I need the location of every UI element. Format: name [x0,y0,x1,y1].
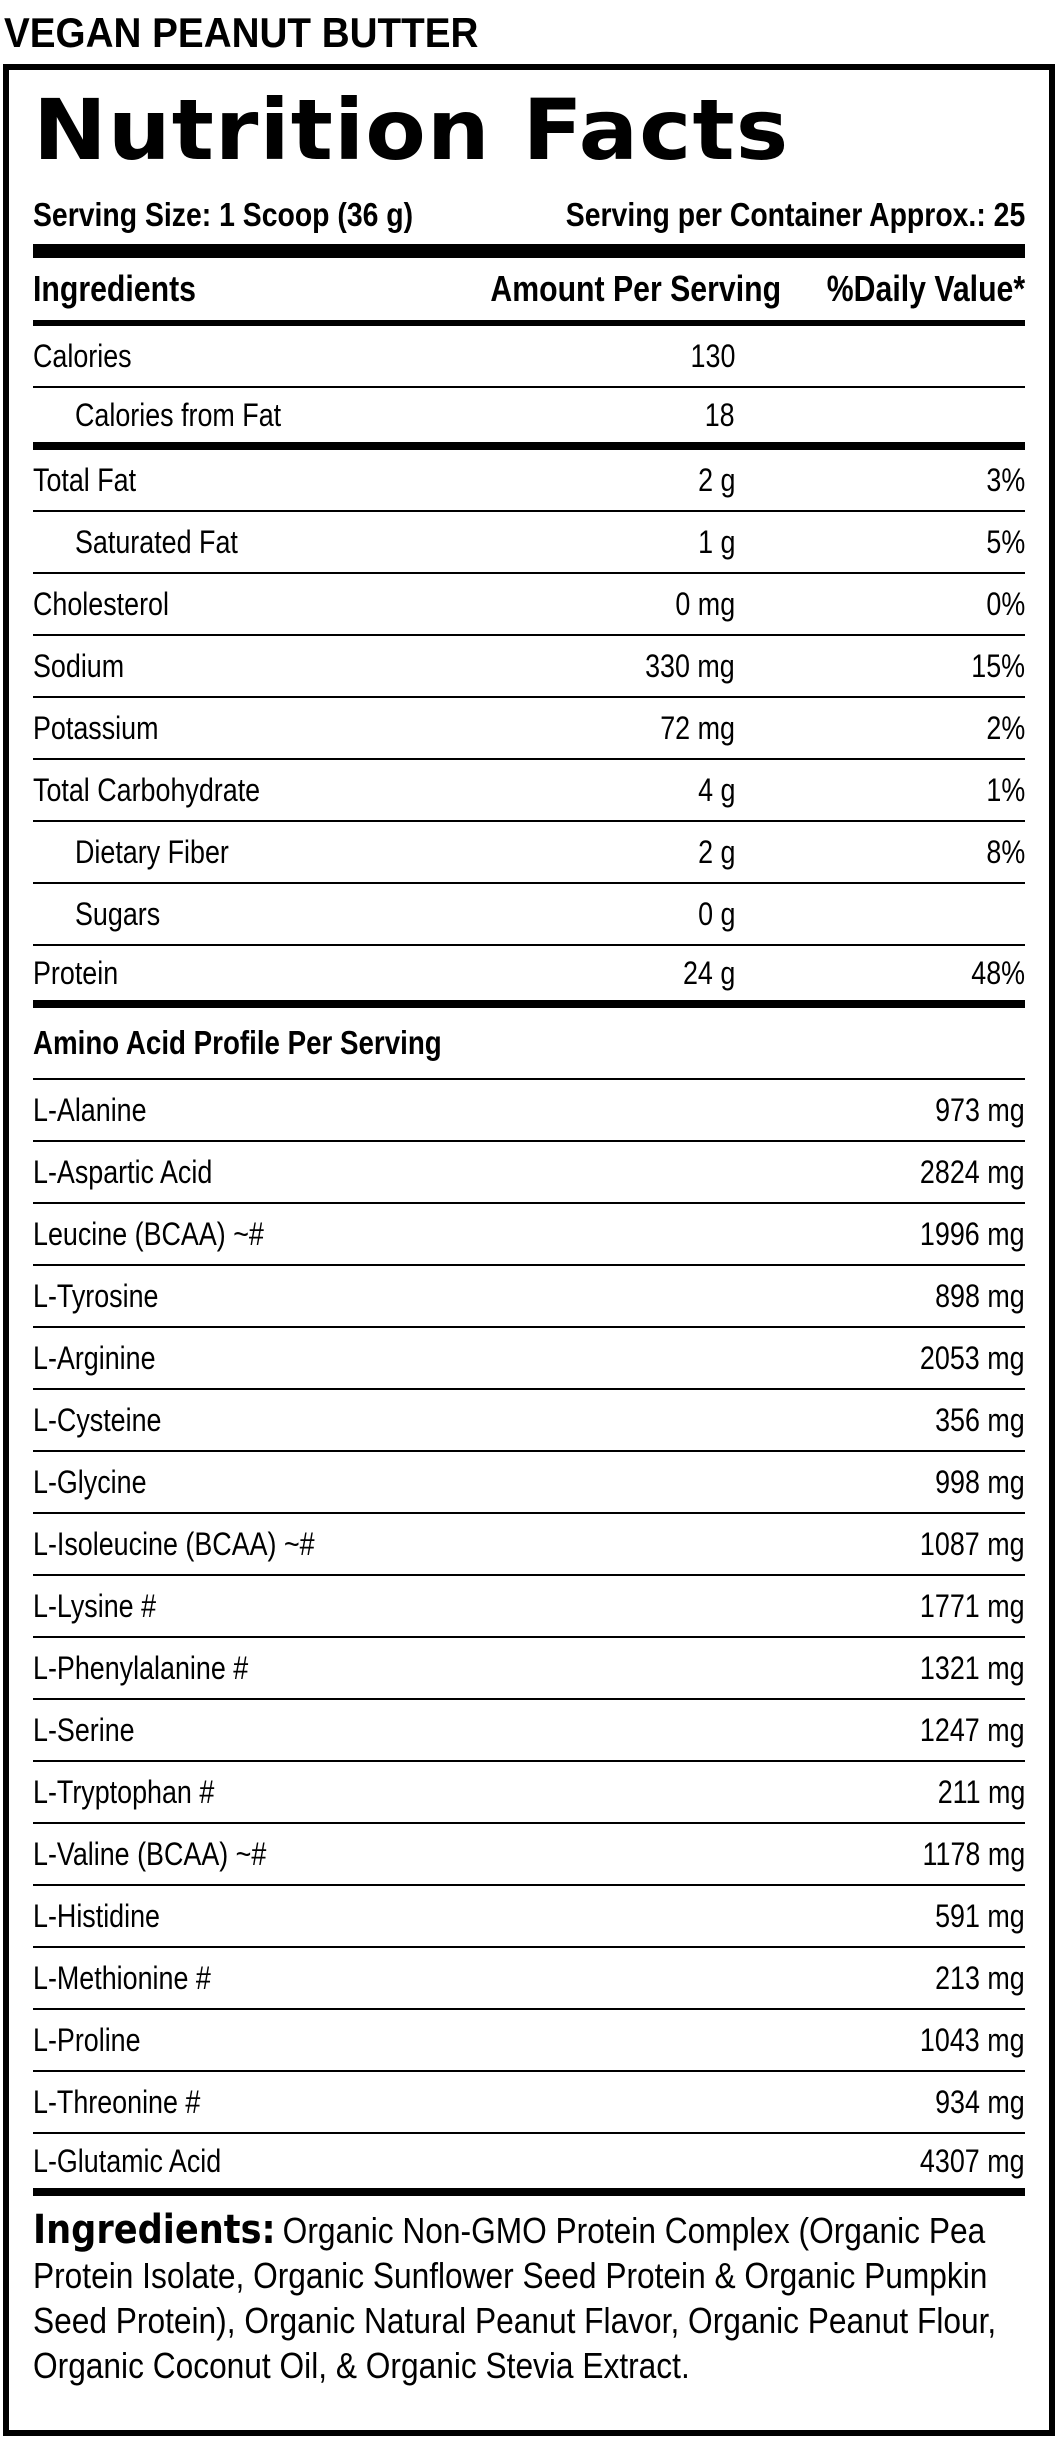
nutrient-amount: 72 mg [660,709,735,746]
header-amount: Amount Per Serving [490,268,782,309]
nutrient-row-cholesterol [33,574,1025,636]
amino-row [33,1824,1025,1886]
amino-row [33,1204,1025,1266]
amino-amount: 1178 mg [922,1835,1025,1872]
amino-amount: 591 mg [935,1897,1025,1934]
nutrient-dv: 3% [986,461,1025,498]
nutrient-amount: 24 g [682,954,735,991]
amino-amount: 934 mg [935,2083,1025,2120]
amino-name: L-Histidine [33,1897,160,1934]
nutrient-name: Cholesterol [33,585,169,622]
amino-name: L-Phenylalanine # [33,1649,249,1686]
amino-name: L-Isoleucine (BCAA) ~# [33,1525,315,1562]
amino-name: L-Serine [33,1711,135,1748]
ingredients-paragraph [33,2208,1019,2388]
amino-name: L-Cysteine [33,1401,162,1438]
nutrient-amount: 0 mg [675,585,735,622]
nutrient-row-protein [33,946,1025,1008]
amino-name: L-Lysine # [33,1587,157,1624]
amino-amount: 998 mg [935,1463,1025,1500]
amino-row [33,1390,1025,1452]
amino-row [33,1328,1025,1390]
nutrient-row-calories [33,326,1025,388]
nutrient-amount: 330 mg [645,647,735,684]
servings-per-container: Serving per Container Approx.: 25 [565,196,1025,233]
ingredients-statement [33,2196,1025,2388]
header-daily-value: %Daily Value* [826,268,1025,309]
amino-name: L-Threonine # [33,2083,201,2120]
nutrient-row-calories-from-fat [33,388,1025,450]
nutrient-name: Protein [33,954,119,991]
ingredients-list: Organic Non-GMO Protein Complex (Organic Pea Protein Isolate, Organic Sunflower Seed Protein & Organic Pumpkin Seed Protein), Organic Natural Peanut Flavor, Organic Peanut Flour, Organic Coconut Oil, & Organic Stevia Extract. [33,2210,997,2386]
amino-amount: 211 mg [937,1773,1025,1810]
serving-size: Serving Size: 1 Scoop (36 g) [33,196,414,233]
nutrient-name: Saturated Fat [75,523,238,560]
amino-name: L-Glutamic Acid [33,2142,222,2179]
amino-row [33,1886,1025,1948]
amino-row [33,1700,1025,1762]
nutrient-name: Calories from Fat [75,396,282,433]
nutrient-row-total-carbohydrate [33,760,1025,822]
amino-row [33,1080,1025,1142]
amino-amount: 1321 mg [920,1649,1025,1686]
nutrient-row-potassium [33,698,1025,760]
amino-amount: 1043 mg [920,2021,1025,2058]
nutrient-name: Sugars [75,895,161,932]
amino-name: L-Alanine [33,1091,147,1128]
nutrient-dv: 1% [986,771,1025,808]
amino-name: L-Valine (BCAA) ~# [33,1835,267,1872]
amino-amount: 1771 mg [920,1587,1025,1624]
nutrient-dv: 0% [986,585,1025,622]
nutrient-row-sugars [33,884,1025,946]
nutrient-row-total-fat [33,450,1025,512]
amino-row [33,2134,1025,2196]
nutrition-facts-heading: Nutrition Facts [33,81,790,179]
nutrient-dv: 15% [971,647,1025,684]
nutrient-name: Calories [33,337,132,374]
amino-name: L-Proline [33,2021,141,2058]
product-title: VEGAN PEANUT BUTTER [4,9,479,56]
amino-acid-heading-text: Amino Acid Profile Per Serving [33,1024,442,1061]
table-header [33,258,1025,326]
amino-row [33,1514,1025,1576]
amino-amount: 213 mg [935,1959,1025,1996]
nutrient-row-saturated-fat [33,512,1025,574]
nutrient-amount: 4 g [697,771,735,808]
amino-amount: 1087 mg [920,1525,1025,1562]
amino-row [33,2072,1025,2134]
nutrient-dv: 2% [986,709,1025,746]
nutrient-dv: 48% [971,954,1025,991]
amino-row [33,1576,1025,1638]
nutrient-name: Dietary Fiber [75,833,229,870]
amino-row [33,1142,1025,1204]
nutrient-name: Total Carbohydrate [33,771,261,808]
amino-acid-heading [33,1008,1025,1080]
nutrient-amount: 0 g [697,895,735,932]
amino-amount: 356 mg [935,1401,1025,1438]
amino-row [33,1638,1025,1700]
nutrient-name: Potassium [33,709,159,746]
nutrient-row-sodium [33,636,1025,698]
nutrient-amount: 130 [690,337,735,374]
header-ingredients: Ingredients [33,268,196,309]
amino-amount: 1247 mg [920,1711,1025,1748]
nutrient-amount: 1 g [697,523,735,560]
amino-amount: 2824 mg [920,1153,1025,1190]
amino-name: Leucine (BCAA) ~# [33,1215,264,1252]
amino-row [33,1762,1025,1824]
amino-row [33,1948,1025,2010]
amino-amount: 1996 mg [920,1215,1025,1252]
nutrient-name: Total Fat [33,461,137,498]
nutrient-row-dietary-fiber [33,822,1025,884]
amino-row [33,1452,1025,1514]
nutrient-name: Sodium [33,647,125,684]
amino-name: L-Tyrosine [33,1277,159,1314]
amino-amount: 2053 mg [920,1339,1025,1376]
amino-row [33,2010,1025,2072]
nutrient-dv: 8% [986,833,1025,870]
amino-amount: 898 mg [935,1277,1025,1314]
ingredients-label: Ingredients: [33,2207,276,2253]
nutrition-facts-panel [3,64,1055,2436]
amino-name: L-Glycine [33,1463,147,1500]
amino-name: L-Methionine # [33,1959,211,1996]
nutrient-amount: 18 [705,396,735,433]
amino-name: L-Tryptophan # [33,1773,215,1810]
serving-info [33,190,1025,258]
amino-amount: 4307 mg [920,2142,1025,2179]
nutrient-amount: 2 g [697,461,735,498]
amino-name: L-Arginine [33,1339,156,1376]
amino-name: L-Aspartic Acid [33,1153,213,1190]
nutrient-dv: 5% [986,523,1025,560]
amino-row [33,1266,1025,1328]
nutrient-amount: 2 g [697,833,735,870]
amino-amount: 973 mg [935,1091,1025,1128]
